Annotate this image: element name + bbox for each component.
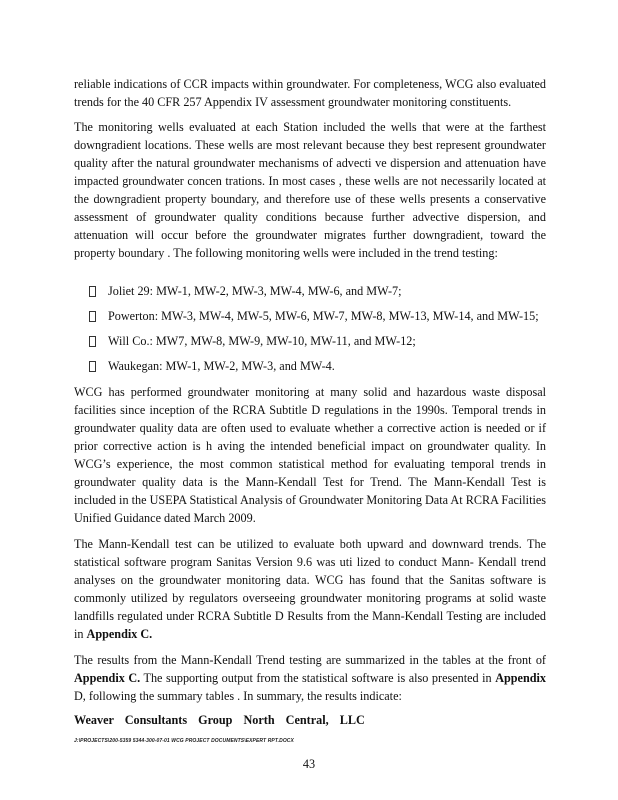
appendix-reference: Appendix bbox=[495, 671, 546, 685]
appendix-reference: Appendix C. bbox=[86, 627, 153, 641]
bullet-box-icon bbox=[89, 361, 96, 372]
list-item bbox=[74, 332, 554, 357]
paragraph-text: The results from the Mann-Kendall Trend testing are summarized in the tables at the front of bbox=[74, 653, 546, 667]
well-list-text: Will Co.: MW7, MW-8, MW-9, MW-10, MW-11, and MW-12; bbox=[108, 334, 416, 348]
well-list bbox=[74, 282, 554, 382]
appendix-reference: Appendix C. bbox=[74, 671, 141, 685]
bullet-box-icon bbox=[89, 311, 96, 322]
paragraph-mann-kendall bbox=[74, 535, 546, 643]
list-item bbox=[74, 282, 554, 307]
footer-company-name: Weaver Consultants Group North Central, LLC bbox=[74, 713, 365, 727]
paragraph-results bbox=[74, 651, 546, 705]
well-list-text: Powerton: MW-3, MW-4, MW-5, MW-6, MW-7, MW-8, MW-13, MW-14, and MW-15; bbox=[108, 309, 539, 323]
footer-file-path: J:\PROJECTS\200-5359 5344-300-07-01 WCG PROJECT DOCUMENTS\EXPERT RPT.DOCX bbox=[74, 738, 294, 744]
list-item bbox=[74, 357, 554, 382]
paragraph-ccr-indications: reliable indications of CCR impacts within groundwater. For completeness, WCG also evaluated trends for the 40 CFR 257 Appendix IV assessment groundwater monitoring constituents. bbox=[74, 77, 546, 109]
paragraph-wcg-experience: WCG has performed groundwater monitoring at many solid and hazardous waste disposal facilities since inception of the RCRA Subtitle D regulations in the 1990s. Temporal trends in groundwater quality data are often used to evaluate whether a corrective action is needed or if prior corrective action is h aving the intended beneficial impact on groundwater quality. In WCG’s experience, the most common statistical method for evaluating temporal trends in groundwater quality data is the Mann-Kendall Test for Trend. The Mann-Kendall Test is included in the USEPA Statistical Analysis of Groundwater Monitoring Data At RCRA Facilities Unified Guidance dated March 2009. bbox=[74, 385, 546, 525]
paragraph-text: The supporting output from the statistical software is also presented in bbox=[140, 671, 496, 685]
well-list-text: Waukegan: MW-1, MW-2, MW-3, and MW-4. bbox=[108, 359, 335, 373]
well-list-text: Joliet 29: MW-1, MW-2, MW-3, MW-4, MW-6, and MW-7; bbox=[108, 284, 402, 298]
page-number: 43 bbox=[302, 757, 316, 771]
paragraph-monitoring-wells: The monitoring wells evaluated at each Station included the wells that were at the farthest downgradient locations. These wells are most relevant because they best represent groundwater quality after the natural groundwater mechanisms of advecti ve dispersion and attenuation have impacted groundwater concen trations. In most cases , these wells are not necessarily located at the downgradient property boundary, and therefore use of these wells presents a conservative assessment of groundwater quality conditions because further advective dispersion, and attenuation will occur before the groundwater migrates further downgradient, toward the property boundary . The following monitoring wells were included in the trend testing: bbox=[74, 120, 546, 260]
paragraph-text: The Mann-Kendall test can be utilized to evaluate both upward and downward trends. The statistical software program Sanitas Version 9.6 was uti lized to conduct Mann- Kendall trend analyses on the groundwater monitoring data. WCG has found that the Sanitas software is commonly utilized by regulators overseeing groundwater monitoring programs at solid waste landfills regulated under RCRA Subtitle D Results from the Mann-Kendall Testing are included in bbox=[74, 537, 546, 641]
bullet-box-icon bbox=[89, 286, 96, 297]
bullet-box-icon bbox=[89, 336, 96, 347]
paragraph-text: D, following the summary tables . In summary, the results indicate: bbox=[74, 689, 402, 703]
list-item bbox=[74, 307, 554, 332]
